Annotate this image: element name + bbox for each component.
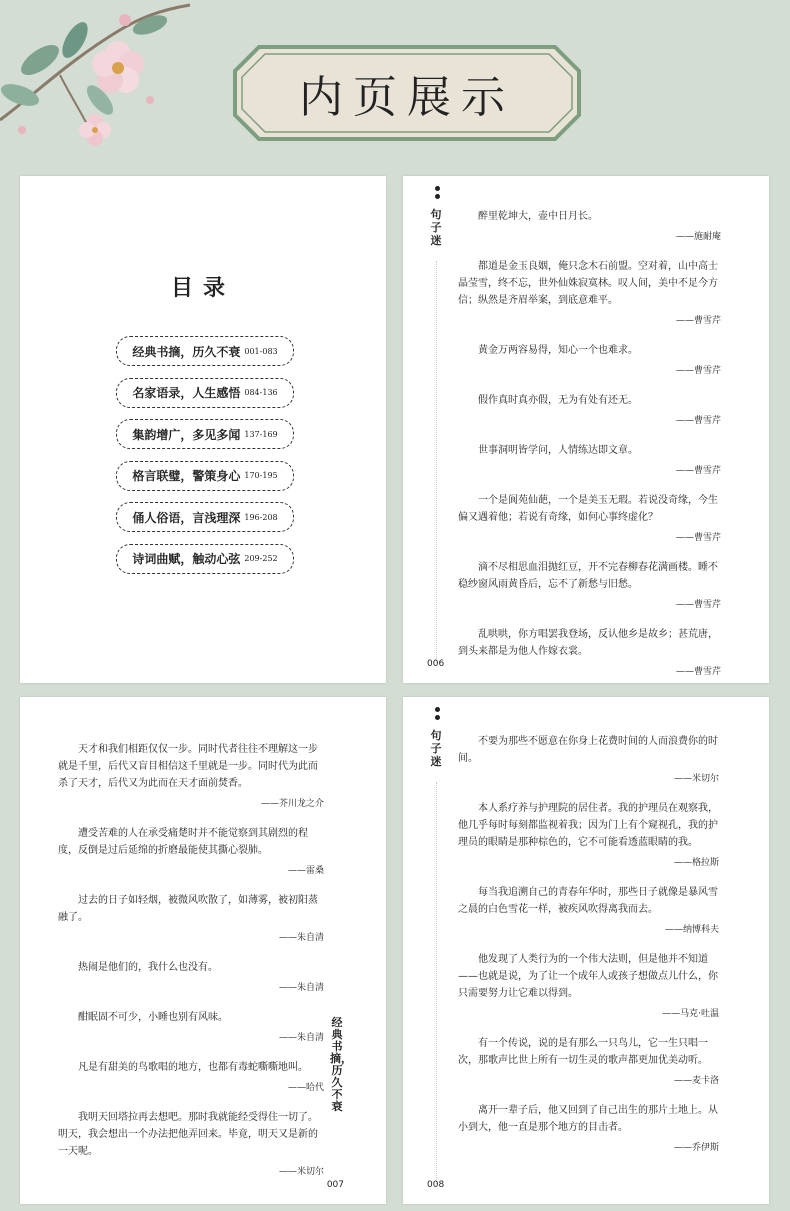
running-title: 经典书摘，历久不衰 <box>330 1016 352 1113</box>
toc-title: 目录 <box>170 276 235 301</box>
toc-page <box>20 176 386 683</box>
toc-item-label: 俑人俗语，言浅理深 <box>132 510 241 525</box>
quote-author: ——米切尔 <box>673 774 719 784</box>
quote-author: ——施耐庵 <box>675 232 721 242</box>
quote-text: 一个是阆苑仙葩，一个是美玉无瑕。若说没奇缘，今生偏又遇着他；若说有奇缘，如何心事终虚化？ <box>458 495 718 523</box>
toc-item <box>116 336 294 366</box>
quote-text: 滴不尽相思血泪抛红豆，开不完春柳春花满画楼。睡不稳纱窗风雨黄昏后，忘不了新愁与旧愁。 <box>458 562 718 590</box>
toc-item-pages: 170-195 <box>244 471 278 480</box>
quote-text: 天才和我们相距仅仅一步。同时代者往往不理解这一步就是千里，后代又盲目相信这千里就是一步。同时代为此而杀了天才，后代又为此而在天才面前焚香。 <box>58 744 318 789</box>
quote-text: 离开一辈子后，他又回到了自己出生的那片土地上。从小到大，他一直是那个地方的目击者。 <box>458 1105 718 1133</box>
quote-list <box>458 208 721 683</box>
quote-text: 过去的日子如轻烟，被微风吹散了，如薄雾，被初阳蒸融了。 <box>58 895 318 923</box>
quote-text: 醉里乾坤大，壶中日月长。 <box>478 211 598 222</box>
quote-author: ——麦卡洛 <box>673 1076 719 1086</box>
page-number: 007 <box>326 1180 344 1190</box>
quote-author: ——曹雪芹 <box>675 416 721 426</box>
toc-item <box>116 544 294 574</box>
quote-text: 每当我追溯自己的青春年华时，那些日子就像是暴风雪之晨的白色雪花一样，被疾风吹得离我而去。 <box>458 887 718 915</box>
toc-item <box>116 461 294 491</box>
quote-author: ——朱自清 <box>278 1033 324 1043</box>
quote-page-008 <box>403 697 769 1204</box>
page-title: 内页展示 <box>299 72 515 123</box>
page-number: 008 <box>427 1180 445 1190</box>
quote-text: 热闹是他们的，我什么也没有。 <box>78 962 218 973</box>
quote-page-007 <box>20 697 386 1204</box>
quote-author: ——哈代 <box>287 1083 324 1093</box>
margin-rule <box>436 261 437 663</box>
quote-text: 酣眠固不可少，小睡也别有风味。 <box>78 1012 228 1023</box>
quote-author: ——米切尔 <box>278 1167 324 1177</box>
toc-item-pages: 196-208 <box>244 512 278 522</box>
quote-author: ——马克·吐温 <box>662 1009 719 1019</box>
running-title: 句子迷 <box>430 729 442 768</box>
quote-author: ——曹雪芹 <box>675 667 721 677</box>
quote-text: 假作真时真亦假，无为有处有还无。 <box>478 395 638 406</box>
flower-branch-decoration <box>0 0 200 170</box>
quote-author: ——曹雪芹 <box>675 466 721 476</box>
quote-page-006 <box>403 176 769 683</box>
toc-item-label: 诗词曲赋，触动心弦 <box>132 552 241 566</box>
quote-text: 本人系疗养与护理院的居住者。我的护理员在观察我，他几乎每时每刻都监视着我；因为门上有个窥视孔，我的护理员的眼睛是那种棕色的，它不可能看透蓝眼睛的我。 <box>458 803 718 848</box>
quote-text: 都道是金玉良姻，俺只念木石前盟。空对着，山中高士晶莹雪，终不忘，世外仙姝寂寞林。叹人间，美中不足今方信；纵然是齐眉举案，到底意难平。 <box>458 261 718 306</box>
running-title: 句子迷 <box>430 208 442 247</box>
toc-list <box>116 336 294 585</box>
quote-text: 凡是有甜美的鸟歌唱的地方，也都有毒蛇嘶嘶地叫。 <box>78 1062 308 1073</box>
quote-author: ——曹雪芹 <box>675 600 721 610</box>
toc-item-label: 集韵增广，多见多闻 <box>132 427 241 442</box>
quote-text: 有一个传说，说的是有那么一只鸟儿，它一生只唱一次，那歌声比世上所有一切生灵的歌声都更加优美动听。 <box>458 1038 708 1066</box>
toc-item-label: 经典书摘，历久不衰 <box>132 344 241 359</box>
page-number: 006 <box>427 659 445 669</box>
quote-author: ——纳博科夫 <box>664 925 719 935</box>
toc-item-label: 格言联璧，警策身心 <box>132 469 241 483</box>
quote-text: 他发现了人类行为的一个伟大法则，但是他并不知道——也就是说，为了让一个成年人或孩子想做点儿什么，你只需要努力让它难以得到。 <box>458 954 718 999</box>
quote-author: ——格拉斯 <box>673 858 719 868</box>
toc-item <box>116 502 294 532</box>
quote-text: 不要为那些不愿意在你身上花费时间的人而浪费你的时间。 <box>458 736 718 764</box>
quote-author: ——曹雪芹 <box>675 316 721 326</box>
quote-text: 黄金万两容易得，知心一个也难求。 <box>478 345 638 356</box>
quote-author: ——雷桑 <box>287 866 324 876</box>
toc-item-pages: 209-252 <box>244 554 278 563</box>
quote-text: 我明天回塔拉再去想吧。那时我就能经受得住一切了。明天，我会想出一个办法把他弄回来。毕竟，明天又是新的一天呢。 <box>58 1112 318 1157</box>
quote-list <box>458 733 719 1169</box>
bullet-dots-icon <box>432 186 442 202</box>
quote-text: 遭受苦难的人在承受痛楚时并不能觉察到其剧烈的程度，反倒是过后延绵的折磨最能使其撕心裂肺。 <box>58 828 308 856</box>
toc-item <box>116 378 294 408</box>
quote-text: 乱哄哄，你方唱罢我登场，反认他乡是故乡；甚荒唐，到头来都是为他人作嫁衣裳。 <box>458 629 718 657</box>
toc-item-label: 名家语录，人生感悟 <box>132 386 241 400</box>
quote-author: ——曹雪芹 <box>675 366 721 376</box>
quote-text: 世事洞明皆学问，人情练达即文章。 <box>478 445 638 456</box>
margin-rule <box>436 782 437 1184</box>
bullet-dots-icon <box>432 707 442 723</box>
quote-author: ——朱自清 <box>278 983 324 993</box>
quote-author: ——芥川龙之介 <box>260 799 324 809</box>
quote-author: ——乔伊斯 <box>673 1143 719 1153</box>
quote-author: ——朱自清 <box>278 933 324 943</box>
toc-item <box>116 419 294 449</box>
quote-list <box>58 741 324 1193</box>
toc-item-pages: 137-169 <box>244 429 278 439</box>
toc-item-pages: 084-136 <box>244 388 278 397</box>
toc-item-pages: 001-083 <box>244 346 278 356</box>
quote-author: ——曹雪芹 <box>675 533 721 543</box>
